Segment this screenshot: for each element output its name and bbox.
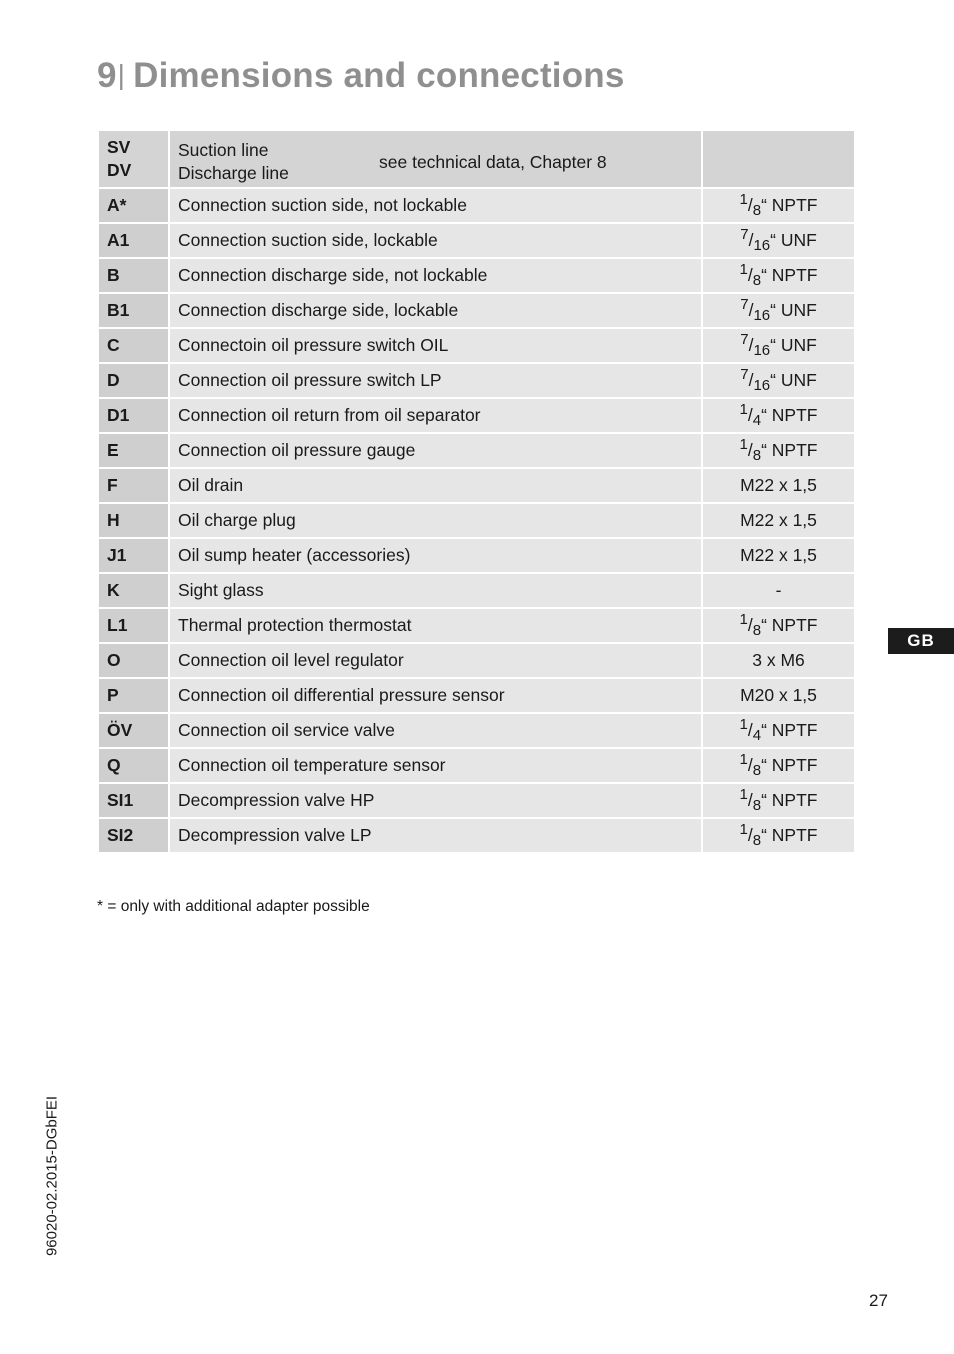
fraction-numerator: 7 bbox=[740, 366, 749, 383]
table-row bbox=[98, 328, 855, 363]
header-value-cell bbox=[702, 130, 855, 188]
table-row bbox=[98, 223, 855, 258]
row-value: 7/16“ UNF bbox=[702, 363, 855, 398]
row-value: 1/8“ NPTF bbox=[702, 608, 855, 643]
row-value: 7/16“ UNF bbox=[702, 328, 855, 363]
row-code: Q bbox=[98, 748, 169, 783]
fraction-numerator: 1 bbox=[739, 751, 748, 768]
table-row bbox=[98, 573, 855, 608]
fraction-denominator: 8 bbox=[752, 797, 762, 814]
header-code-line1: SV bbox=[107, 137, 131, 157]
thread-type: “ NPTF bbox=[761, 755, 818, 775]
row-value: 1/8“ NPTF bbox=[702, 783, 855, 818]
thread-type: “ NPTF bbox=[761, 265, 818, 285]
row-value: 1/8“ NPTF bbox=[702, 258, 855, 293]
row-code: SI2 bbox=[98, 818, 169, 853]
row-value bbox=[702, 503, 855, 538]
row-description: Oil sump heater (accessories) bbox=[169, 538, 702, 573]
table-row bbox=[98, 783, 855, 818]
connections-table bbox=[97, 129, 856, 854]
row-value: 1/8“ NPTF bbox=[702, 188, 855, 223]
fraction-denominator: 16 bbox=[753, 377, 771, 394]
row-code: P bbox=[98, 678, 169, 713]
thread-type: “ UNF bbox=[770, 335, 817, 355]
row-description: Connection oil return from oil separator bbox=[169, 398, 702, 433]
header-desc-cell bbox=[169, 130, 702, 188]
table-row bbox=[98, 608, 855, 643]
row-description: Connection oil service valve bbox=[169, 713, 702, 748]
fraction-numerator: 1 bbox=[739, 716, 748, 733]
row-value: 1/8“ NPTF bbox=[702, 433, 855, 468]
fraction-denominator: 8 bbox=[752, 202, 762, 219]
thread-size: - bbox=[775, 580, 782, 600]
thread-size: M22 x 1,5 bbox=[740, 510, 817, 530]
fraction-numerator: 7 bbox=[740, 296, 749, 313]
row-description: Decompression valve HP bbox=[169, 783, 702, 818]
thread-type: “ NPTF bbox=[761, 825, 818, 845]
row-code: B bbox=[98, 258, 169, 293]
row-value bbox=[702, 538, 855, 573]
page-title bbox=[97, 56, 625, 96]
row-code: D bbox=[98, 363, 169, 398]
row-description: Decompression valve LP bbox=[169, 818, 702, 853]
table-row bbox=[98, 258, 855, 293]
thread-type: “ UNF bbox=[770, 230, 817, 250]
row-value bbox=[702, 678, 855, 713]
thread-type: “ NPTF bbox=[761, 615, 818, 635]
row-description: Thermal protection thermostat bbox=[169, 608, 702, 643]
row-code: ÖV bbox=[98, 713, 169, 748]
document-id: 96020-02.2015-DGbFEI bbox=[43, 1095, 61, 1257]
table-row bbox=[98, 748, 855, 783]
thread-size: M20 x 1,5 bbox=[740, 685, 817, 705]
header-desc-line1: Suction line bbox=[178, 140, 269, 160]
chapter-number: 9 bbox=[97, 56, 117, 95]
thread-type: “ UNF bbox=[770, 370, 817, 390]
row-description: Connection oil pressure gauge bbox=[169, 433, 702, 468]
page-number: 27 bbox=[869, 1291, 888, 1310]
row-code: H bbox=[98, 503, 169, 538]
row-description: Connection oil level regulator bbox=[169, 643, 702, 678]
header-code-cell bbox=[98, 130, 169, 188]
table-row bbox=[98, 293, 855, 328]
fraction-denominator: 16 bbox=[753, 237, 771, 254]
fraction-numerator: 7 bbox=[740, 226, 749, 243]
table-row bbox=[98, 818, 855, 853]
thread-type: “ NPTF bbox=[761, 790, 818, 810]
thread-type: “ NPTF bbox=[761, 405, 818, 425]
row-code: B1 bbox=[98, 293, 169, 328]
table-row bbox=[98, 433, 855, 468]
row-description: Sight glass bbox=[169, 573, 702, 608]
table-row bbox=[98, 398, 855, 433]
table-row bbox=[98, 538, 855, 573]
fraction-denominator: 16 bbox=[753, 342, 771, 359]
thread-size: M22 x 1,5 bbox=[740, 545, 817, 565]
fraction-numerator: 1 bbox=[739, 611, 748, 628]
row-code: F bbox=[98, 468, 169, 503]
fraction-numerator: 1 bbox=[739, 191, 748, 208]
chapter-title: Dimensions and connections bbox=[133, 56, 625, 95]
row-value: 1/8“ NPTF bbox=[702, 748, 855, 783]
fraction-numerator: 1 bbox=[739, 786, 748, 803]
table-row bbox=[98, 188, 855, 223]
thread-type: “ NPTF bbox=[761, 440, 818, 460]
row-description: Oil drain bbox=[169, 468, 702, 503]
row-value: 1/8“ NPTF bbox=[702, 818, 855, 853]
fraction-numerator: 7 bbox=[740, 331, 749, 348]
row-description: Connection oil pressure switch LP bbox=[169, 363, 702, 398]
row-code: O bbox=[98, 643, 169, 678]
row-code: E bbox=[98, 433, 169, 468]
table-row bbox=[98, 678, 855, 713]
header-note: see technical data, Chapter 8 bbox=[379, 152, 607, 172]
table-header-row bbox=[98, 130, 855, 188]
row-value bbox=[702, 573, 855, 608]
table-row bbox=[98, 713, 855, 748]
row-description: Oil charge plug bbox=[169, 503, 702, 538]
fraction-denominator: 16 bbox=[753, 307, 771, 324]
footnote: * = only with additional adapter possible bbox=[97, 898, 370, 915]
fraction-denominator: 8 bbox=[752, 762, 762, 779]
row-value: 1/4“ NPTF bbox=[702, 713, 855, 748]
row-description: Connection suction side, lockable bbox=[169, 223, 702, 258]
fraction-denominator: 8 bbox=[752, 272, 762, 289]
row-code: L1 bbox=[98, 608, 169, 643]
row-value: 1/4“ NPTF bbox=[702, 398, 855, 433]
table-row bbox=[98, 468, 855, 503]
table-row bbox=[98, 503, 855, 538]
thread-type: “ UNF bbox=[770, 300, 817, 320]
row-code: D1 bbox=[98, 398, 169, 433]
fraction-denominator: 8 bbox=[752, 832, 762, 849]
header-desc-line2: Discharge line bbox=[178, 163, 289, 183]
table-row bbox=[98, 643, 855, 678]
row-code: SI1 bbox=[98, 783, 169, 818]
fraction-denominator: 8 bbox=[752, 622, 762, 639]
row-description: Connection oil temperature sensor bbox=[169, 748, 702, 783]
header-code-line2: DV bbox=[107, 160, 132, 180]
fraction-numerator: 1 bbox=[739, 821, 748, 838]
fraction-numerator: 1 bbox=[739, 261, 748, 278]
language-tab: GB bbox=[888, 628, 954, 654]
fraction-denominator: 4 bbox=[752, 412, 762, 429]
row-description: Connection oil differential pressure sensor bbox=[169, 678, 702, 713]
row-description: Connection suction side, not lockable bbox=[169, 188, 702, 223]
row-value: 7/16“ UNF bbox=[702, 223, 855, 258]
row-code: J1 bbox=[98, 538, 169, 573]
thread-size: M22 x 1,5 bbox=[740, 475, 817, 495]
row-value bbox=[702, 468, 855, 503]
fraction-denominator: 4 bbox=[752, 727, 762, 744]
thread-size: 3 x M6 bbox=[752, 650, 805, 670]
fraction-denominator: 8 bbox=[752, 447, 762, 464]
row-value bbox=[702, 643, 855, 678]
chapter-separator: | bbox=[117, 59, 126, 90]
row-code: A* bbox=[98, 188, 169, 223]
row-code: C bbox=[98, 328, 169, 363]
row-code: K bbox=[98, 573, 169, 608]
thread-type: “ NPTF bbox=[761, 195, 818, 215]
row-value: 7/16“ UNF bbox=[702, 293, 855, 328]
table-row bbox=[98, 363, 855, 398]
row-description: Connection discharge side, lockable bbox=[169, 293, 702, 328]
thread-type: “ NPTF bbox=[761, 720, 818, 740]
row-description: Connectoin oil pressure switch OIL bbox=[169, 328, 702, 363]
row-code: A1 bbox=[98, 223, 169, 258]
fraction-numerator: 1 bbox=[739, 436, 748, 453]
row-description: Connection discharge side, not lockable bbox=[169, 258, 702, 293]
fraction-numerator: 1 bbox=[739, 401, 748, 418]
